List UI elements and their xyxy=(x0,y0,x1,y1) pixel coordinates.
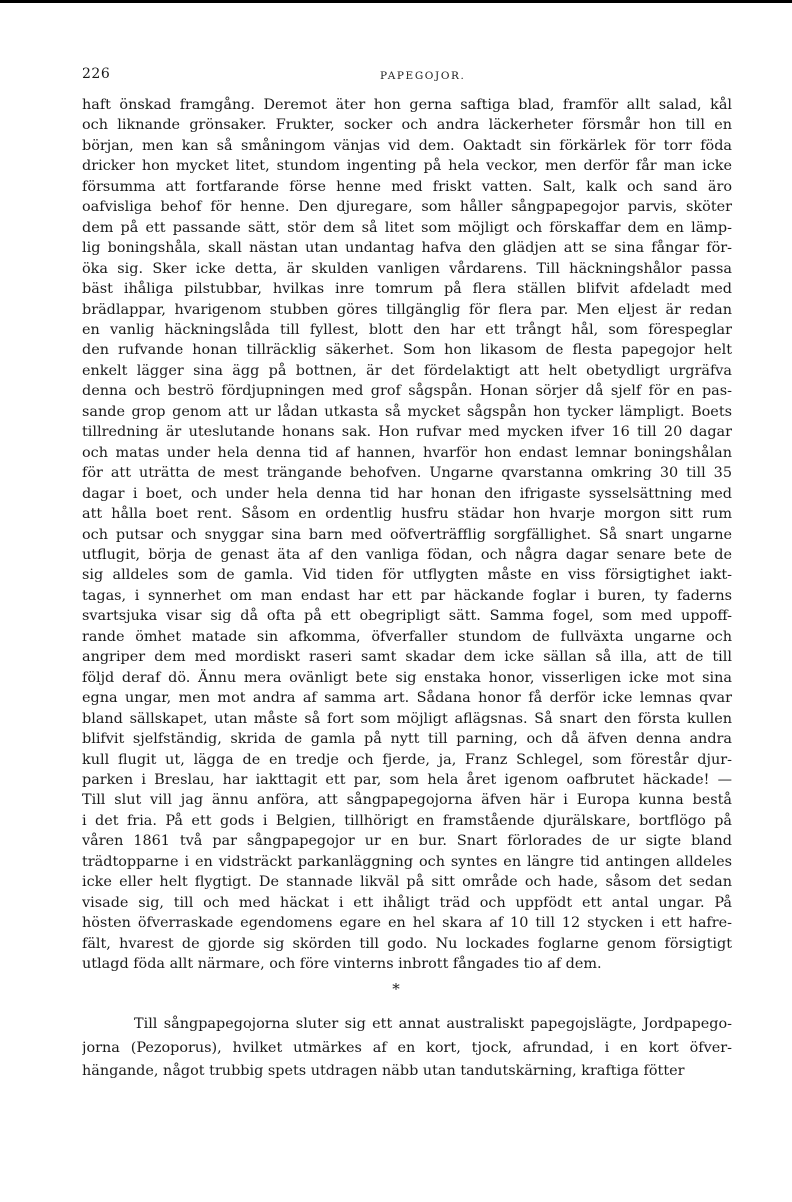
section-separator: * xyxy=(392,980,400,998)
text-line: öka sig. Sker icke detta, är skulden vanligen vårdarens. Till häckningshålor passa xyxy=(82,260,732,277)
text-line: dricker hon mycket litet, stundom ingenting på hela veckor, men derför får man icke xyxy=(82,158,732,175)
text-line: lig boningshåla, skall nästan utan undantag hafva den glädjen att se sina fångar för- xyxy=(82,240,732,257)
text-line: oafvisliga behof för henne. Den djuregare, som håller sångpapegojor parvis, sköter xyxy=(82,199,732,216)
text-line: början, men kan så småningom vänjas vid dem. Oaktadt sin förkärlek för torr föda xyxy=(82,137,732,154)
text-line: följd deraf dö. Ännu mera ovänligt bete sig enstaka honor, visserligen icke mot sina xyxy=(82,669,732,686)
page-number: 226 xyxy=(82,66,111,82)
text-line: och liknande grönsaker. Frukter, socker och andra läckerheter försmår hon till en xyxy=(82,117,732,134)
text-line: den rufvande honan tillräcklig säkerhet. Som hon likasom de flesta papegojor helt xyxy=(82,342,732,359)
text-line: sande grop genom att ur lådan utkasta så mycket sågspån hon tycker lämpligt. Boets xyxy=(82,403,732,420)
text-line: brädlappar, hvarigenom stubben göres tillgänglig för flera par. Men eljest är redan xyxy=(82,301,732,318)
text-line: hängande, något trubbig spets utdragen näbb utan tandutskärning, kraftiga fötter xyxy=(82,1063,685,1079)
text-line: bland sällskapet, utan måste så fort som möjligt aflägsnas. Så snart den första kullen xyxy=(82,710,732,727)
text-line: svartsjuka visar sig då ofta på ett obegripligt sätt. Samma fogel, som med uppoff- xyxy=(82,608,732,625)
text-line: i det fria. På ett gods i Belgien, tillhörigt en framstående djurälskare, bortflögo på xyxy=(82,812,732,829)
running-head: PAPEGOJOR. xyxy=(380,70,466,82)
text-line: denna och beströ fördjupningen med grof sågspån. Honan sörjer då sjelf för en pas- xyxy=(82,383,732,400)
text-line: tillredning är uteslutande honans sak. Hon rufvar med mycken ifver 16 till 20 dagar xyxy=(82,424,732,441)
text-line: bäst ihåliga pilstubbar, hvilkas inre tomrum på flera ställen blifvit afdeladt med xyxy=(82,281,732,298)
second-paragraph xyxy=(82,1013,732,1084)
text-line: Till slut vill jag ännu anföra, att sångpapegojorna äfven här i Europa kunna bestå xyxy=(82,792,732,809)
text-line: kull flugit ut, lägga de en tredje och fjerde, ja, Franz Schlegel, som förestår djur- xyxy=(82,751,732,768)
text-line: fält, hvarest de gjorde sig skörden till godo. Nu lockades foglarne genom försigtigt xyxy=(82,935,732,952)
text-line: utlagd föda allt närmare, och före vinterns inbrott fångades tio af dem. xyxy=(82,956,602,973)
text-line: utflugit, börja de genast äta af den vanliga födan, och några dagar senare bete de xyxy=(82,546,732,563)
top-edge-rule xyxy=(0,0,792,3)
text-line: våren 1861 två par sångpapegojor ur en bur. Snart förlorades de ur sigte bland xyxy=(82,833,732,850)
text-line: angriper dem med mordiskt raseri samt skadar dem icke sällan så illa, att de till xyxy=(82,649,732,666)
text-line: för att uträtta de mest trängande behofven. Ungarne qvarstanna omkring 30 till 35 xyxy=(82,465,732,482)
text-line: trädtopparne i en vidsträckt parkanläggning och syntes en längre tid antingen alldeles xyxy=(82,853,732,870)
text-line: blifvit sjelfständig, skrida de gamla på nytt till parning, och då äfven denna andra xyxy=(82,731,732,748)
text-line: och putsar och snyggar sina barn med oöfverträfflig sorgfällighet. Så snart ungarne xyxy=(82,526,732,543)
text-line: rande ömhet matade sin afkomma, öfverfaller stundom de fullväxta ungarne och xyxy=(82,628,732,645)
text-line: icke eller helt flygtigt. De stannade likväl på sitt område och hade, såsom det sedan xyxy=(82,874,732,891)
text-line: och matas under hela denna tid af hannen, hvarför hon endast lemnar boningshålan xyxy=(82,444,732,461)
text-line: parken i Breslau, har iakttagit ett par, som hela året igenom oafbrutet häckade! — xyxy=(82,771,732,788)
text-line: en vanlig häckningslåda till fyllest, blott den har ett trångt hål, som förespeglar xyxy=(82,321,732,338)
text-line: tagas, i synnerhet om man endast har ett par häckande foglar i buren, ty faderns xyxy=(82,587,732,604)
text-line: enkelt lägger sina ägg på bottnen, är det fördelaktigt att helt obetydligt urgräfva xyxy=(82,362,732,379)
text-line: dagar i boet, och under hela denna tid har honan den ifrigaste sysselsättning med xyxy=(82,485,732,502)
text-line: jorna (Pezoporus), hvilket utmärkes af en kort, tjock, afrundad, i en kort öfver- xyxy=(82,1039,732,1056)
text-line: egna ungar, men mot andra af samma art. Sådana honor få derför icke lemnas qvar xyxy=(82,690,732,707)
text-line: haft önskad framgång. Deremot äter hon gerna saftiga blad, framför allt salad, kål xyxy=(82,97,732,113)
page-header xyxy=(82,62,732,86)
text-line: visade sig, till och med häckat i ett ihåligt träd och uppfödt ett antal ungar. På xyxy=(82,894,732,911)
text-line: försumma att fortfarande förse henne med friskt vatten. Salt, kalk och sand äro xyxy=(82,178,732,195)
text-line: hösten öfverraskade egendomens egare en hel skara af 10 till 12 stycken i ett hafre- xyxy=(82,915,732,932)
text-line: Till sångpapegojorna sluter sig ett annat australiskt papegojslägte, Jordpapego- xyxy=(134,1016,732,1032)
text-line: dem på ett passande sätt, stör dem så litet som möjligt och förskaffar dem en lämp- xyxy=(82,219,732,236)
text-line: sig alldeles som de gamla. Vid tiden för utflygten måste en viss försigtighet iakt- xyxy=(82,567,732,584)
text-line: att hålla boet rent. Såsom en ordentlig husfru städar hon hvarje morgon sitt rum xyxy=(82,506,732,523)
main-paragraph xyxy=(82,95,732,974)
